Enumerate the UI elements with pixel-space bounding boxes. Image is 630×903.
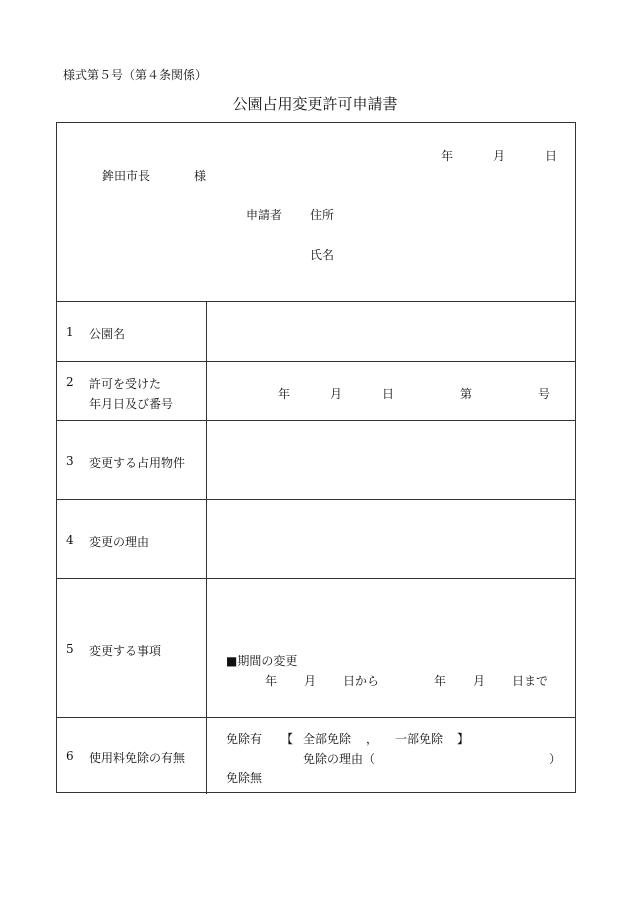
change-month-2: 月 xyxy=(473,674,486,688)
row-divider xyxy=(57,717,575,718)
exemption-reason: 免除の理由（ xyxy=(303,752,376,766)
permit-day: 日 xyxy=(382,387,395,401)
date-month: 月 xyxy=(493,149,506,163)
row-label-permit-line2: 年月日及び番号 xyxy=(89,397,174,411)
change-year-2: 年 xyxy=(434,674,447,688)
address-label: 住所 xyxy=(310,208,335,222)
change-from: 日から xyxy=(343,674,380,688)
row-number: 5 xyxy=(66,642,74,656)
permit-go: 号 xyxy=(538,387,551,401)
application-form-table xyxy=(56,122,576,793)
row-number: 3 xyxy=(66,454,74,468)
row-label-park-name: 公園名 xyxy=(89,327,126,341)
applicant-label: 申請者 xyxy=(246,208,283,222)
row-label-reason: 変更の理由 xyxy=(89,535,150,549)
recipient: 鉾田市長 xyxy=(102,169,151,183)
row-label-permit: 許可を受けた xyxy=(89,377,162,391)
row-divider xyxy=(57,361,575,362)
date-year: 年 xyxy=(441,149,454,163)
row-divider xyxy=(57,499,575,500)
name-label: 氏名 xyxy=(310,248,335,262)
row-number: 6 xyxy=(66,749,74,763)
page-title: 公園占用変更許可申請書 xyxy=(232,95,398,113)
row-number: 2 xyxy=(66,375,74,389)
column-divider xyxy=(206,301,207,794)
row-divider xyxy=(57,578,575,579)
exemption-yes: 免除有 xyxy=(226,732,263,746)
form-reference: 様式第５号（第４条関係） xyxy=(63,68,208,82)
exemption-no: 免除無 xyxy=(226,771,263,785)
row-label-occupancy: 変更する占用物件 xyxy=(89,456,186,470)
bracket-close: 】 xyxy=(457,732,470,746)
row-divider xyxy=(57,420,575,421)
bracket-open: 【 xyxy=(281,732,294,746)
reason-close-paren: ） xyxy=(549,752,562,766)
permit-month: 月 xyxy=(330,387,343,401)
row-number: 4 xyxy=(66,533,74,547)
date-day: 日 xyxy=(545,149,558,163)
permit-dai: 第 xyxy=(460,387,473,401)
change-year-1: 年 xyxy=(265,674,278,688)
period-change-heading: ■期間の変更 xyxy=(226,654,298,668)
row-label-exemption: 使用料免除の有無 xyxy=(89,751,186,765)
exemption-full: 全部免除 xyxy=(303,732,352,746)
permit-year: 年 xyxy=(278,387,291,401)
row-label-matters: 変更する事項 xyxy=(89,644,162,658)
recipient-honorific: 様 xyxy=(194,169,207,183)
change-until: 日まで xyxy=(512,674,549,688)
exemption-partial: 一部免除 xyxy=(395,732,444,746)
change-month-1: 月 xyxy=(304,674,317,688)
row-divider xyxy=(57,301,575,302)
row-number: 1 xyxy=(66,325,74,339)
exemption-comma: ， xyxy=(366,732,379,746)
